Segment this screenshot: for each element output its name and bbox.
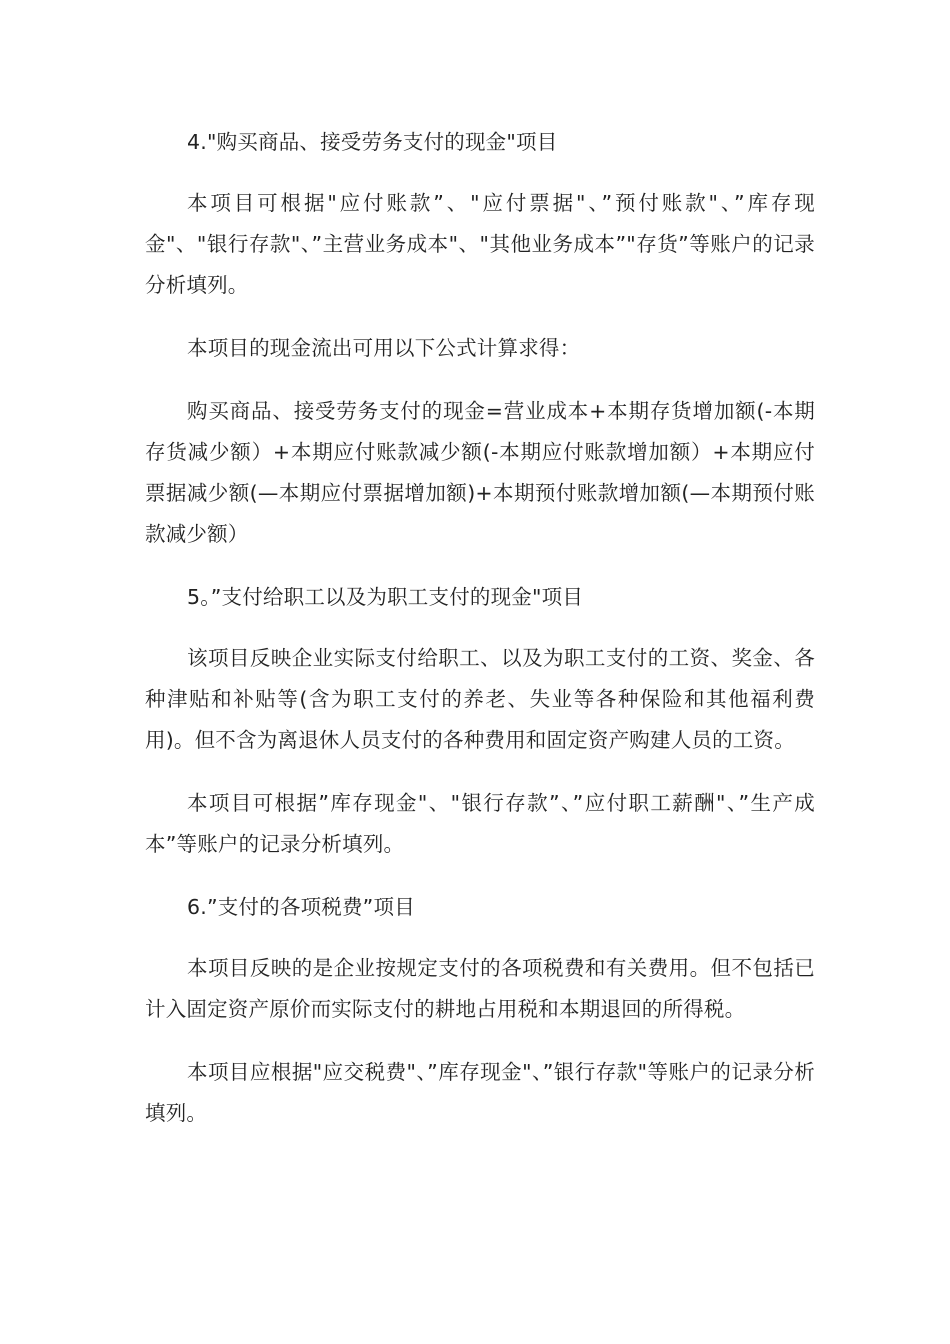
paragraph: 该项目反映企业实际支付给职工、以及为职工支付的工资、奖金、各种津贴和补贴等(含为职工支付的养老、失业等各种保险和其他福利费用)。但不含为离退休人员支付的各种费用和固定资产购建人员的工资。 xyxy=(145,646,815,752)
section-heading-4: 4."购买商品、接受劳务支付的现金"项目 xyxy=(187,130,558,154)
paragraph: 本项目可根据"应付账款”、"应付票据"、”预付账款"、”库存现金"、"银行存款"、”主营业务成本"、"其他业务成本”"存货”等账户的记录分析填列。 xyxy=(145,191,815,297)
formula-paragraph: 购买商品、接受劳务支付的现金=营业成本+本期存货增加额(-本期存货减少额）+本期应付账款减少额(-本期应付账款增加额）+本期应付票据减少额(—本期应付票据增加额)+本期预付账款增加额(—本期预付账款减少额） xyxy=(145,399,815,546)
paragraph: 本项目应根据"应交税费"、”库存现金"、”银行存款"等账户的记录分析填列。 xyxy=(145,1060,815,1125)
paragraph: 本项目可根据”库存现金"、"银行存款”、”应付职工薪酬"、”生产成本”等账户的记录分析填列。 xyxy=(145,791,815,856)
document-body xyxy=(145,122,815,1156)
paragraph: 本项目反映的是企业按规定支付的各项税费和有关费用。但不包括已计入固定资产原价而实际支付的耕地占用税和本期退回的所得税。 xyxy=(145,956,815,1021)
section-heading-6: 6.”支付的各项税费”项目 xyxy=(187,895,415,919)
section-heading-5: 5。”支付给职工以及为职工支付的现金"项目 xyxy=(187,585,584,609)
paragraph: 本项目的现金流出可用以下公式计算求得： xyxy=(187,336,581,360)
